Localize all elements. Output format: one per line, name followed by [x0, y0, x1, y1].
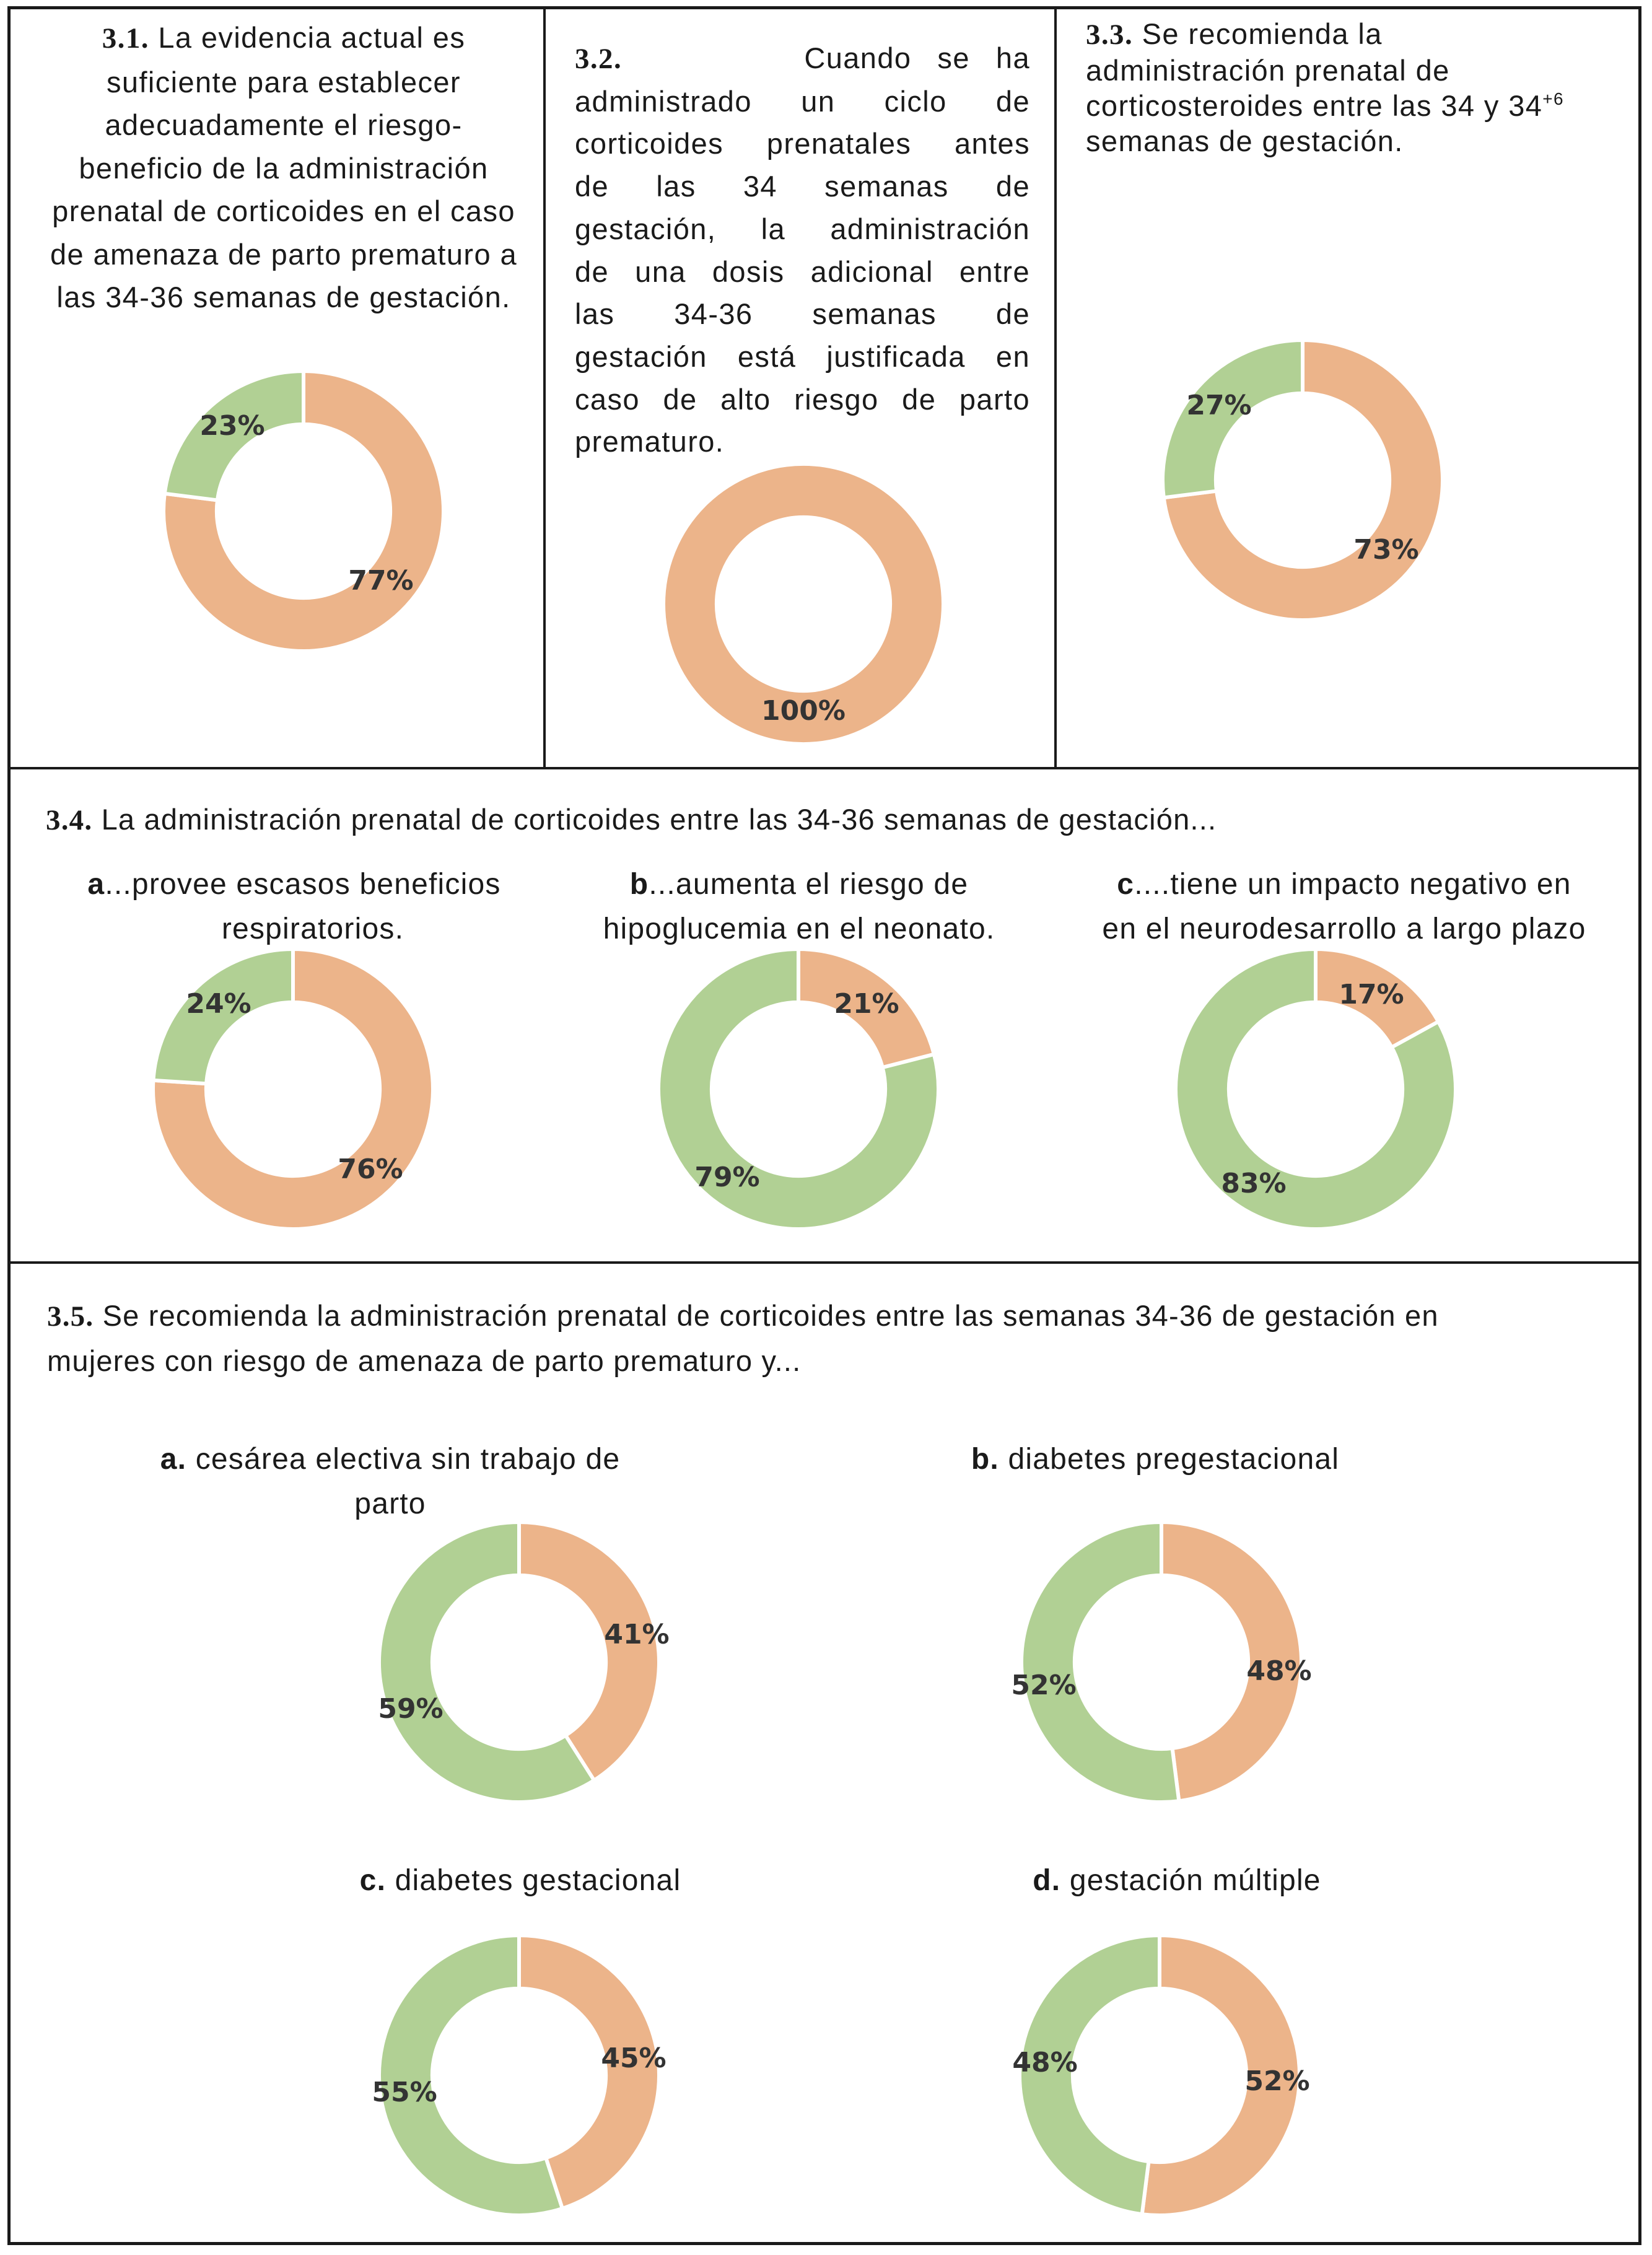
q35c-letter: c.: [359, 1864, 387, 1897]
q32-number: 3.2.: [575, 43, 623, 75]
q35-title: [47, 1294, 1439, 1383]
q35c-label: [273, 1859, 768, 1903]
donut-chart-3-1: [161, 369, 446, 654]
percent-label: 52%: [1011, 1670, 1077, 1701]
donut-segment-orange: [519, 1522, 659, 1780]
q35b-text: diabetes pregestacional: [1008, 1443, 1340, 1476]
q34c-text: en el neurodesarrollo a largo plazo: [1102, 913, 1586, 945]
q35-number: 3.5.: [47, 1300, 94, 1333]
percent-label: 83%: [1221, 1168, 1287, 1199]
q34a-label: [50, 862, 539, 952]
percent-label: 79%: [694, 1162, 760, 1193]
q31-line: suficiente para establecer: [107, 65, 461, 99]
q34c-label: [1059, 862, 1629, 952]
q32-line: de las 34 semanas de: [575, 170, 1030, 203]
q34a-text: respiratorios.: [221, 913, 404, 945]
donut-chart-3-5b: [1011, 1520, 1312, 1805]
q35b-letter: b.: [971, 1443, 999, 1476]
q34b-label: [545, 862, 1053, 952]
column-divider-1: [543, 6, 546, 768]
q35a-label: [142, 1437, 638, 1526]
percent-label: 45%: [601, 2043, 666, 2074]
q33-line: administración prenatal de: [1086, 54, 1450, 87]
donut-chart-3-2: [661, 462, 946, 747]
percent-label: 41%: [604, 1619, 670, 1650]
q35a-letter: a.: [160, 1443, 187, 1476]
percent-label: 21%: [834, 988, 899, 1020]
q31-line: de amenaza de parto prematuro a: [50, 237, 518, 271]
q32-line: administrado un ciclo de: [575, 84, 1030, 118]
q35a-text: cesárea electiva sin trabajo de parto: [195, 1443, 621, 1520]
q32-line: caso de alto riesgo de parto: [575, 382, 1030, 416]
q32-line: Cuando se ha: [804, 42, 1030, 74]
q32-line: corticoides prenatales antes: [575, 127, 1030, 160]
q33-line: semanas de gestación.: [1086, 125, 1404, 157]
donut-segment-green: [1021, 1522, 1179, 1802]
donut-chart-3-4b: [656, 947, 941, 1232]
q31-line: las 34-36 semanas de gestación.: [56, 281, 511, 313]
q34c-letter: c: [1117, 868, 1135, 901]
q32-line: de una dosis adicional entre: [575, 255, 1030, 288]
q31-line: adecuadamente el riesgo-: [105, 108, 463, 141]
q32-statement: [575, 37, 1030, 463]
percent-label: 59%: [378, 1693, 444, 1725]
q35d-text: gestación múltiple: [1069, 1864, 1321, 1897]
percent-label: 48%: [1012, 2047, 1078, 2078]
q35-title-text: mujeres con riesgo de amenaza de parto prematuro y...: [47, 1344, 802, 1377]
row-divider-2: [7, 1261, 1641, 1264]
percent-label: 52%: [1244, 2065, 1310, 2097]
q35c-text: diabetes gestacional: [395, 1864, 681, 1897]
donut-chart-3-4a: [151, 947, 435, 1232]
q34-number: 3.4.: [46, 804, 93, 836]
percent-label: 100%: [761, 695, 846, 727]
donut-chart-3-5c: [372, 1933, 666, 2218]
donut-chart-3-4c: [1173, 947, 1458, 1232]
q31-line: La evidencia actual es: [158, 21, 466, 54]
donut-chart-3-5d: [1012, 1933, 1310, 2218]
q32-line: gestación está justificada en: [575, 339, 1030, 373]
q34a-text: ...provee escasos beneficios: [105, 868, 501, 901]
q34a-letter: a: [87, 868, 105, 901]
row-divider-1: [7, 767, 1641, 769]
percent-label: 48%: [1246, 1655, 1312, 1687]
q34c-text: ....tiene un impacto negativo en: [1134, 868, 1571, 901]
q34b-text: ...aumenta el riesgo de: [649, 868, 969, 901]
percent-label: 24%: [186, 988, 251, 1020]
q32-line: las 34-36 semanas de: [575, 297, 1030, 331]
q31-statement: [32, 16, 535, 319]
q35-title-text: Se recomienda la administración prenatal de corticoides entre las semanas 34-36 de gestación en: [102, 1299, 1439, 1332]
q33-superscript: +6: [1542, 89, 1565, 108]
q32-line: prematuro.: [575, 425, 725, 458]
q32-line: gestación, la administración: [575, 212, 1030, 245]
percent-label: 17%: [1339, 979, 1404, 1010]
q34b-text: hipoglucemia en el neonato.: [603, 913, 995, 945]
q35d-label: [929, 1859, 1425, 1903]
q33-line: Se recomienda la: [1142, 17, 1383, 50]
q33-line: corticosteroides entre las 34 y 34: [1086, 89, 1543, 122]
percent-label: 77%: [348, 565, 414, 597]
q33-statement: [1086, 16, 1631, 159]
q34b-letter: b: [629, 868, 649, 901]
q34-title: [46, 797, 1217, 843]
q35d-letter: d.: [1033, 1864, 1061, 1897]
percent-label: 76%: [338, 1154, 403, 1185]
q31-number: 3.1.: [102, 22, 149, 55]
q31-line: beneficio de la administración: [79, 151, 489, 185]
column-divider-2: [1054, 6, 1057, 768]
q35b-label: [907, 1437, 1403, 1482]
q34-title-text: La administración prenatal de corticoides entre las 34-36 semanas de gestación...: [101, 803, 1217, 836]
donut-chart-3-5a: [377, 1520, 670, 1805]
percent-label: 73%: [1353, 534, 1419, 566]
q31-line: prenatal de corticoides en el caso: [52, 195, 515, 227]
percent-label: 23%: [199, 410, 265, 442]
percent-label: 27%: [1186, 390, 1252, 421]
q33-number: 3.3.: [1086, 19, 1134, 51]
donut-chart-3-3: [1160, 338, 1445, 623]
percent-label: 55%: [372, 2077, 437, 2108]
